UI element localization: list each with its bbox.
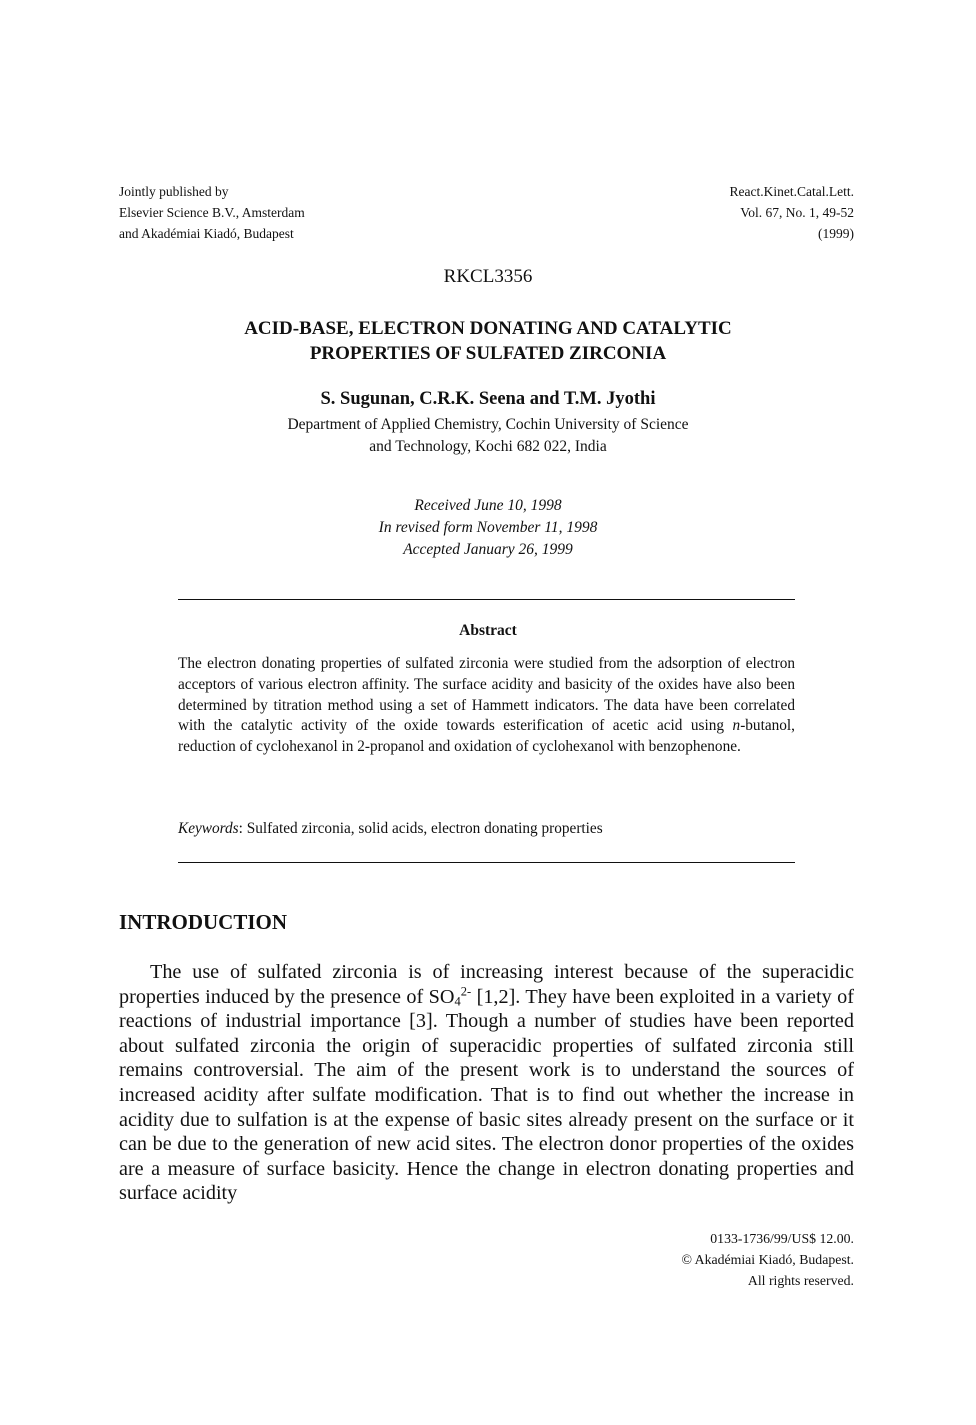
introduction-paragraph — [119, 960, 854, 1206]
title-line: ACID-BASE, ELECTRON DONATING AND CATALYTIC — [244, 318, 732, 339]
page-header — [119, 181, 854, 244]
article-code: RKCL3356 — [443, 266, 533, 287]
abstract-bottom-rule — [178, 862, 795, 863]
publisher-line: Jointly published by — [119, 184, 229, 199]
section-heading-introduction: INTRODUCTION — [119, 910, 288, 934]
journal-line: (1999) — [818, 226, 854, 241]
authors: S. Sugunan, C.R.K. Seena and T.M. Jyothi — [320, 389, 656, 409]
keywords — [178, 820, 795, 838]
journal-citation — [730, 181, 854, 244]
formula-subscript: 4 — [454, 994, 461, 1009]
footer-line: All rights reserved. — [747, 1273, 854, 1288]
intro-text-part2: [1,2]. They have been exploited in a variety of reactions of industrial importance [3]. Though a number of studies have been reported about sulfated zirconia the origin of superacidic properties of sulfated zirconia still remains controversial. The aim of the present work is to understand the sources of increased acidity after sulfate modification. That is to find out whether the increase in acidity due to sulfation is at the expense of basic sites already present on the surface or it can be due to the generation of new acid sites. The electron donor properties of the oxides are a measure of surface basicity. Hence the change in electron donating properties and surface acidity — [119, 985, 854, 1205]
affiliation — [0, 414, 976, 458]
keywords-list: : Sulfated zirconia, solid acids, electron donating properties — [238, 820, 603, 837]
keywords-label: Keywords — [178, 820, 239, 837]
footer-line: 0133-1736/99/US$ 12.00. — [710, 1231, 854, 1246]
abstract-text-end: -butanol, reduction of cyclohexanol in 2-propanol and oxidation of cyclohexanol with benzophenone. — [178, 717, 795, 756]
accepted-date: Accepted January 26, 1999 — [403, 541, 573, 558]
publisher-info — [119, 181, 305, 244]
abstract-heading: Abstract — [459, 622, 517, 639]
abstract-text-italic: n — [732, 717, 741, 735]
title-line: PROPERTIES OF SULFATED ZIRCONIA — [309, 343, 667, 364]
journal-line: Vol. 67, No. 1, 49-52 — [740, 205, 854, 220]
copyright-footer — [560, 1228, 854, 1291]
affiliation-line: Department of Applied Chemistry, Cochin University of Science — [287, 416, 689, 433]
article-title — [0, 316, 976, 366]
abstract-top-rule — [178, 599, 795, 600]
intro-text-part1: The use of sulfated zirconia is of increasing interest because of the superacidic properties induced by the presence of SO — [119, 961, 854, 1008]
publisher-line: and Akadémiai Kiadó, Budapest — [119, 226, 294, 241]
article-dates — [0, 495, 976, 561]
abstract-text-main: The electron donating properties of sulfated zirconia were studied from the adsorption of electron acceptors of various electron affinity. The surface acidity and basicity of the oxides have also been determined by titration method using a set of Hammett indicators. The data have been correlated with the catalytic activity of the oxide towards esterification of acetic acid using — [178, 655, 795, 735]
publisher-line: Elsevier Science B.V., Amsterdam — [119, 205, 305, 220]
abstract-text — [178, 654, 795, 758]
received-date: Received June 10, 1998 — [414, 497, 562, 514]
formula-superscript: 2- — [460, 984, 472, 999]
revised-date: In revised form November 11, 1998 — [378, 519, 598, 536]
affiliation-line: and Technology, Kochi 682 022, India — [369, 438, 607, 455]
journal-line: React.Kinet.Catal.Lett. — [729, 184, 854, 199]
footer-line: © Akadémiai Kiadó, Budapest. — [681, 1252, 854, 1267]
introduction-body — [119, 960, 854, 1206]
